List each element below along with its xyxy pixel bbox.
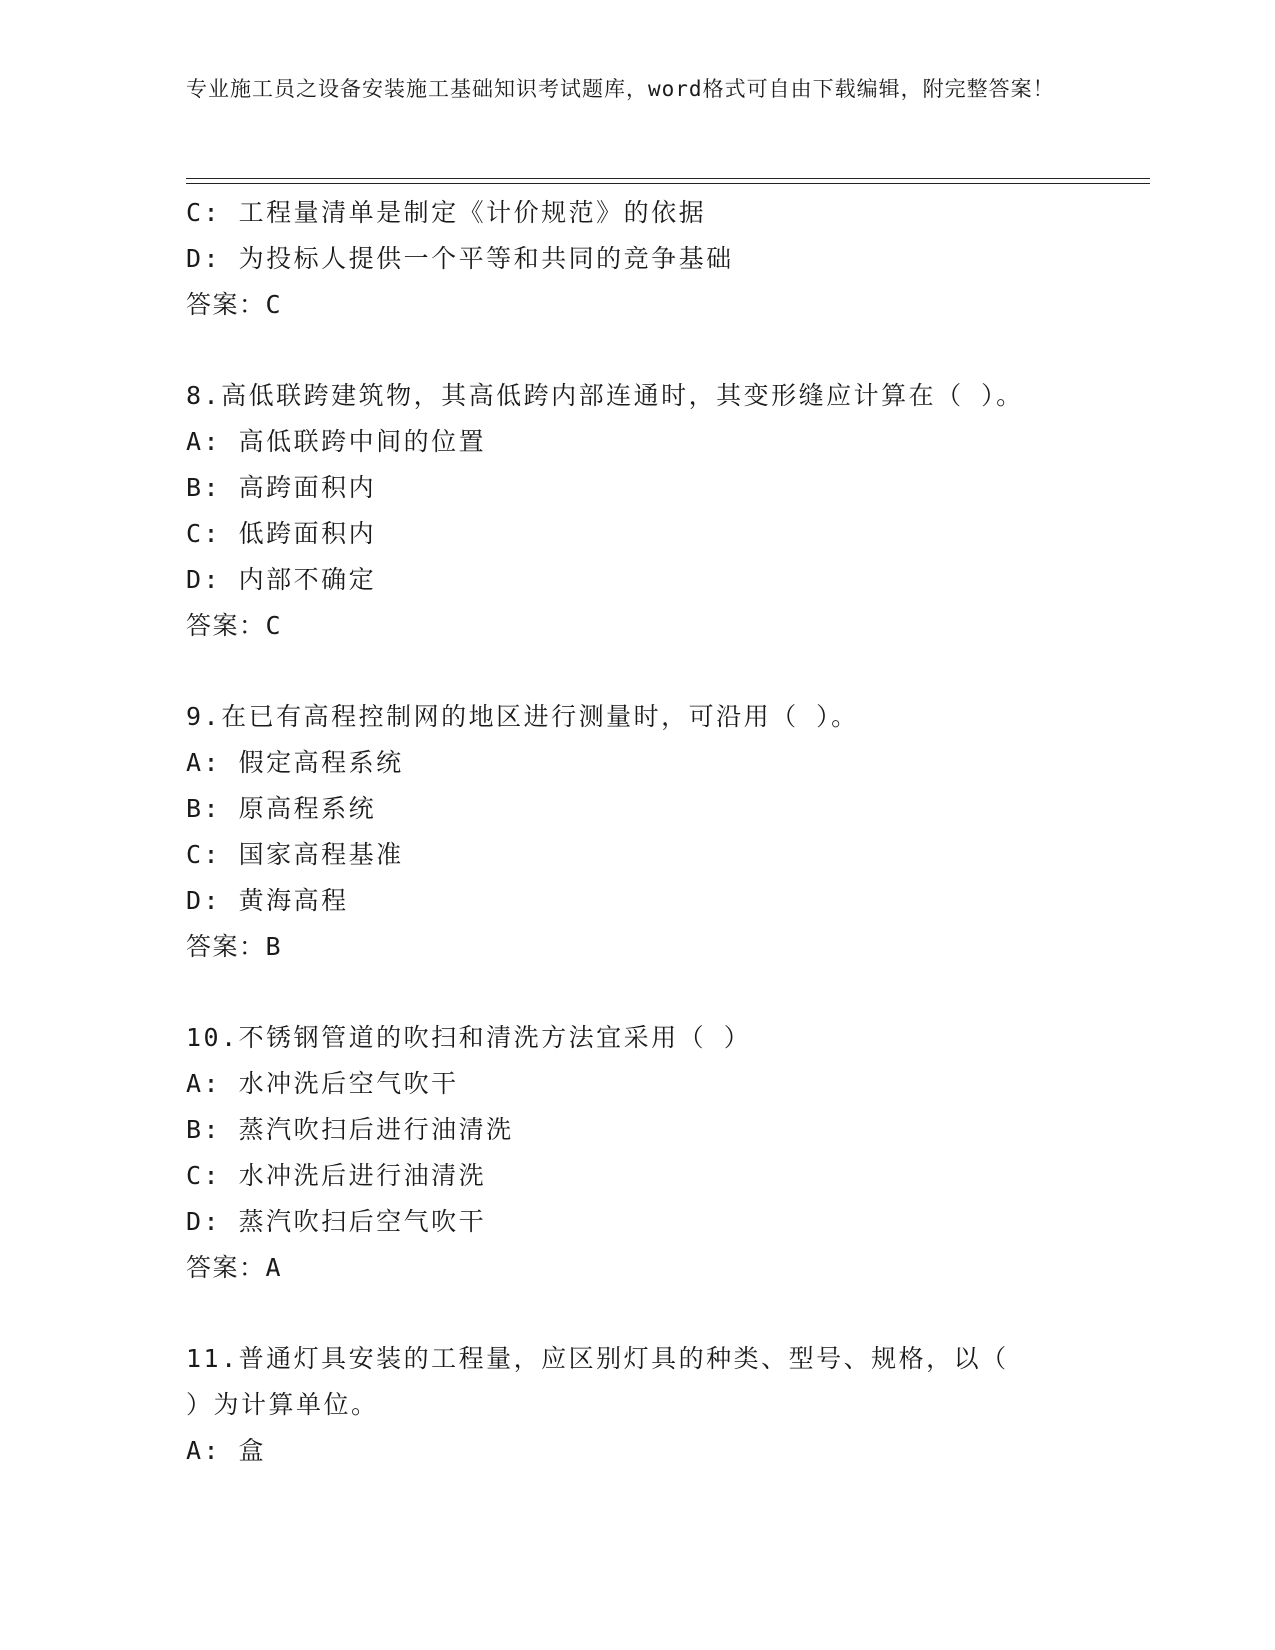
question-10 <box>186 1015 1126 1291</box>
header-divider-top <box>186 178 1150 179</box>
question-title-line-1: 11.普通灯具安装的工程量，应区别灯具的种类、型号、规格，以（ <box>186 1344 1009 1373</box>
answer: 答案：B <box>186 932 283 961</box>
question-title-line-2: ）为计算单位。 <box>186 1390 379 1419</box>
question-title: 8.高低联跨建筑物，其高低跨内部连通时，其变形缝应计算在（ ）。 <box>186 381 1024 410</box>
spacer <box>186 1291 1126 1336</box>
option-a: A: 假定高程系统 <box>186 748 404 777</box>
option-d: D: 内部不确定 <box>186 565 377 594</box>
option-a: A: 盒 <box>186 1436 267 1465</box>
option-b: B: 原高程系统 <box>186 794 377 823</box>
question-9 <box>186 694 1126 970</box>
question-title: 10.不锈钢管道的吹扫和清洗方法宜采用（ ） <box>186 1023 752 1052</box>
document-header <box>186 74 1066 105</box>
spacer <box>186 328 1126 373</box>
option-a: A: 水冲洗后空气吹干 <box>186 1069 459 1098</box>
spacer <box>186 970 1126 1015</box>
question-11 <box>186 1336 1126 1474</box>
option-d: D: 为投标人提供一个平等和共同的竞争基础 <box>186 244 734 273</box>
option-d: D: 蒸汽吹扫后空气吹干 <box>186 1207 487 1236</box>
question-title: 9.在已有高程控制网的地区进行测量时，可沿用（ ）。 <box>186 702 859 731</box>
option-c: C: 工程量清单是制定《计价规范》的依据 <box>186 198 707 227</box>
spacer <box>186 649 1126 694</box>
option-c: C: 水冲洗后进行油清洗 <box>186 1161 487 1190</box>
header-divider-bottom <box>186 183 1150 184</box>
question-7-continued <box>186 190 1126 328</box>
option-a: A: 高低联跨中间的位置 <box>186 427 487 456</box>
answer: 答案：A <box>186 1253 283 1282</box>
document-body <box>186 190 1126 1474</box>
answer: 答案：C <box>186 290 283 319</box>
option-c: C: 低跨面积内 <box>186 519 377 548</box>
question-8 <box>186 373 1126 649</box>
header-text: 专业施工员之设备安装施工基础知识考试题库，word格式可自由下载编辑，附完整答案！ <box>186 77 1055 101</box>
option-c: C: 国家高程基准 <box>186 840 404 869</box>
option-b: B: 高跨面积内 <box>186 473 377 502</box>
answer: 答案：C <box>186 611 283 640</box>
option-b: B: 蒸汽吹扫后进行油清洗 <box>186 1115 514 1144</box>
option-d: D: 黄海高程 <box>186 886 349 915</box>
